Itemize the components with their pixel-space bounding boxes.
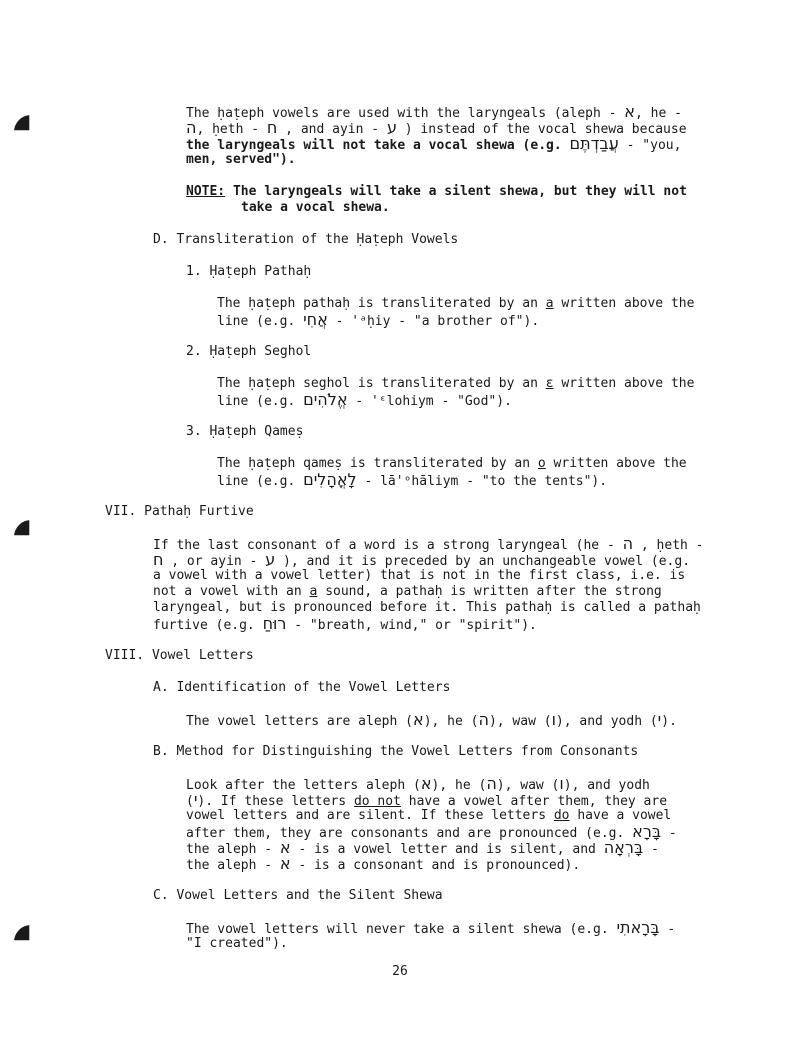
subsection-heading: 3. Ḥaṭeph Qameṣ: [186, 424, 304, 439]
paragraph-line: a vowel with a vowel letter) that is not in the first class, i.e. is: [153, 568, 686, 583]
paragraph-line: The ḥaṭeph pathaḥ is transliterated by an a written above the: [217, 296, 695, 311]
paragraph-line: line (e.g. אֱלֹהִים - 'ᵋlohiym - "God").: [217, 390, 512, 409]
paragraph-line: the aleph - א - is a consonant and is pronounced).: [186, 854, 581, 873]
paragraph-line: not a vowel with an a sound, a pathaḥ is written after the strong: [153, 584, 662, 599]
binder-hole-mark: [14, 520, 48, 554]
paragraph-line: "I created").: [186, 936, 288, 951]
subsection-heading: A. Identification of the Vowel Letters: [153, 680, 451, 695]
paragraph-line: ה, ḥeth - ח , and ayin - ע ) instead of the vocal shewa because: [186, 118, 687, 137]
paragraph-line: vowel letters and are silent. If these letters do have a vowel: [186, 808, 672, 823]
paragraph-line: (י). If these letters do not have a vowel after them, they are: [186, 790, 668, 809]
paragraph-line: men, served").: [186, 152, 296, 167]
binder-hole-mark: [14, 115, 48, 149]
subsection-heading: C. Vowel Letters and the Silent Shewa: [153, 888, 443, 903]
paragraph-line: line (e.g. לָאֳהָלִים - lā'ᵒhāliym - "to the tents").: [217, 470, 608, 489]
paragraph-line: furtive (e.g. רוּחַ - "breath, wind," or "spirit").: [153, 614, 537, 633]
paragraph-line: The vowel letters will never take a silent shewa (e.g. בָּרָאתִי -: [186, 918, 676, 937]
paragraph-line: The vowel letters are aleph (א), he (ה), waw (ו), and yodh (י).: [186, 710, 677, 729]
subsection-heading: 2. Ḥaṭeph Seghol: [186, 344, 312, 359]
paragraph-line: The ḥaṭeph qameṣ is transliterated by an o written above the: [217, 456, 687, 471]
subsection-heading: B. Method for Distinguishing the Vowel Letters from Consonants: [153, 744, 639, 759]
paragraph-line: after them, they are consonants and are pronounced (e.g. בָּרָא -: [186, 822, 677, 841]
paragraph-line: the laryngeals will not take a vocal shewa (e.g. עֲבַדְתֶּם - "you,: [186, 134, 682, 153]
note-line: take a vocal shewa.: [241, 200, 390, 215]
subsection-heading: 1. Ḥaṭeph Pathaḥ: [186, 264, 312, 279]
paragraph-line: laryngeal, but is pronounced before it. This pathaḥ is called a pathaḥ: [153, 600, 701, 615]
binder-hole-mark: [14, 925, 48, 959]
section-heading: VII. Pathaḥ Furtive: [105, 504, 254, 519]
note-label: NOTE:: [186, 184, 226, 199]
section-heading: VIII. Vowel Letters: [105, 648, 254, 663]
note-line: NOTE: The laryngeals will take a silent shewa, but they will not: [186, 184, 687, 199]
paragraph-line: ח , or ayin - ע ), and it is preceded by an unchangeable vowel (e.g.: [153, 550, 691, 569]
page-number: 26: [392, 964, 408, 979]
paragraph-line: If the last consonant of a word is a strong laryngeal (he - ה , ḥeth -: [153, 534, 704, 553]
paragraph-line: The ḥaṭeph seghol is transliterated by an ɛ written above the: [217, 376, 695, 391]
section-heading: D. Transliteration of the Ḥaṭeph Vowels: [153, 232, 459, 247]
paragraph-line: line (e.g. אֲחִי - 'ᵃḥiy - "a brother of").: [217, 310, 540, 329]
paragraph-line: Look after the letters aleph (א), he (ה), waw (ו), and yodh: [186, 774, 650, 793]
paragraph-line: the aleph - א - is a vowel letter and is silent, and בָּרְאָה -: [186, 838, 659, 857]
paragraph-line: The ḥaṭeph vowels are used with the laryngeals (aleph - א, he -: [186, 102, 682, 121]
